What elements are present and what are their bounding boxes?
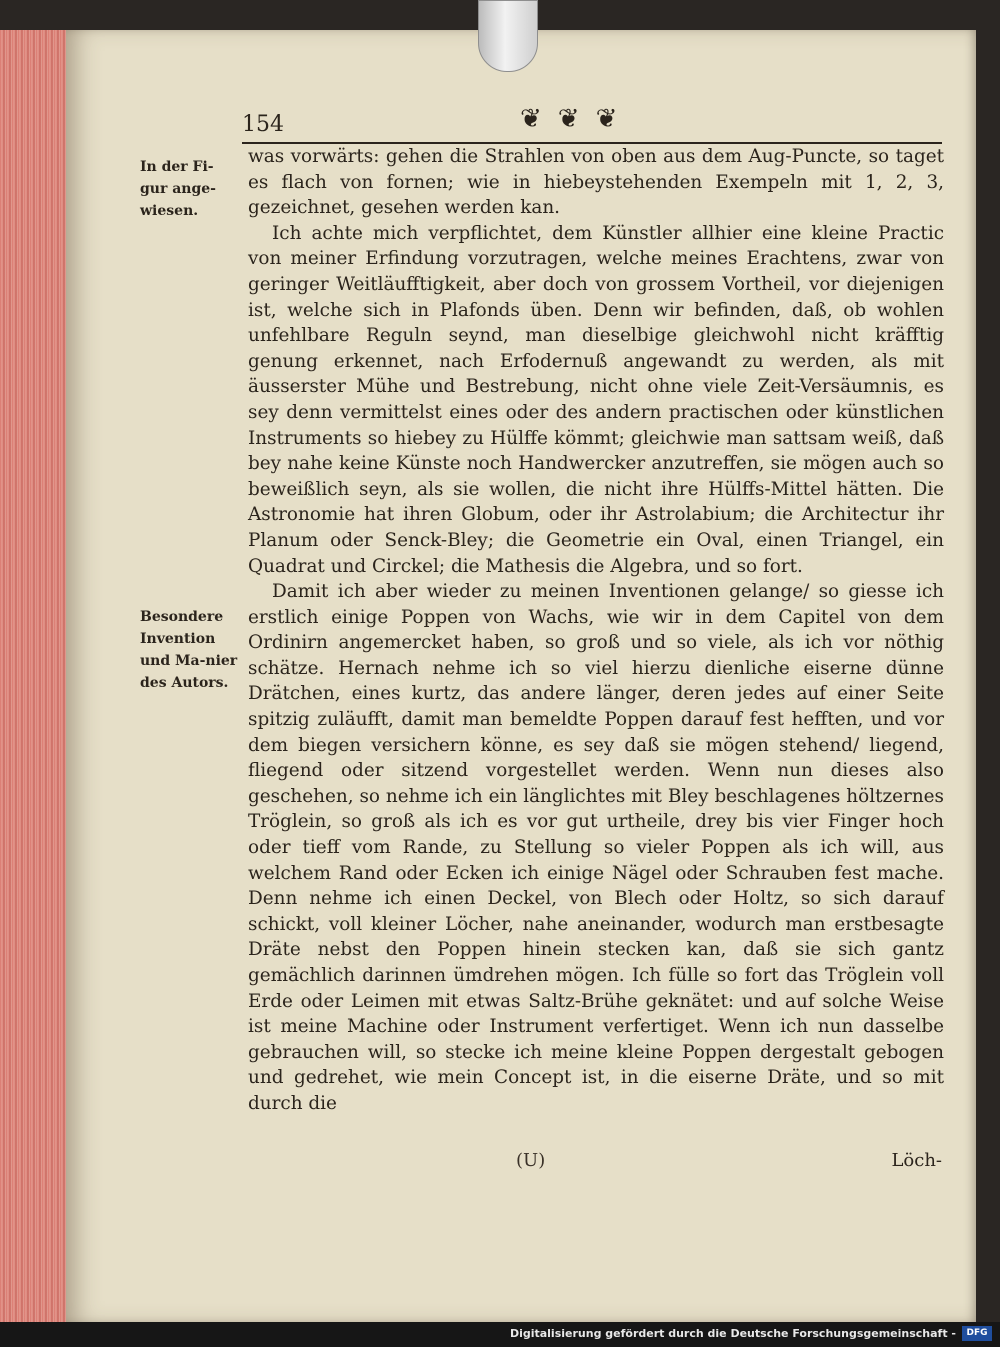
margin-note: In der Fi-gur ange-wiesen. (140, 159, 216, 219)
page-number: 154 (242, 112, 284, 137)
signature-mark: (U) (516, 1150, 546, 1171)
footer-credit: Digitalisierung gefördert durch die Deutsche Forschungsgemeinschaft - (509, 1327, 956, 1340)
footer-bar (0, 1322, 1000, 1347)
body-text (248, 144, 944, 1117)
page-clip (478, 0, 538, 72)
margin-note: Besondere Invention und Ma-nier des Autors. (140, 609, 238, 691)
ornament-icon: ❦❦❦ (520, 104, 634, 134)
paragraph: Damit ich aber wieder zu meinen Inventionen gelange/ so giesse ich erstlich einige Poppen von Wachs, wie wir in dem Capitel von dem Ordinirn angemercket haben, so groß und so viele, als ich vor nöthig schätze. Hernach nehme ich so viel hierzu dienliche eiserne dünne Drätchen, eines kurtz, das andere länger, deren jedes auf einer Seite spitzig zuläufft, damit man bemeldte Poppen darauf fest hefften, und vor dem biegen versichern könne, es sey daß sie mögen stehend/ liegend, fliegend oder sitzend vorgestellet werden. Wenn nun dieses also geschehen, so nehme ich ein länglichtes mit Bley beschlagenes höltzernes Tröglein, so groß als ich es vor gut urtheile, drey bis vier Finger hoch oder tieff vom Rande, zu Stellung so vieler Poppen als ich will, aus welchem Rand oder Ecken ich einige Nägel oder Schrauben fest mache. Denn nehme ich einen Deckel, von Blech oder Holtz, so sich darauf schickt, voll kleiner Löcher, nahe aneinander, wodurch man erstbesagte Dräte nebst den Poppen hinein stecken kan, daß sie sich gantz gemächlich darinnen ümdrehen mögen. Ich fülle so fort das Tröglein voll Erde oder Leimen mit etwas Saltz-Brühe geknätet: und auf solche Weise ist meine Machine oder Instrument verfertiget. Wenn ich nun dasselbe gebrauchen will, so stecke ich meine kleine Poppen dergestalt gebogen und gedrehet, wie mein Concept ist, in die eiserne Dräte, und so mit durch die (248, 581, 944, 1114)
paragraph: was vorwärts: gehen die Strahlen von oben aus dem Aug-Puncte, so taget es flach von fornen; wie in hiebeystehenden Exempeln mit 1, 2, 3, gezeichnet, gesehen werden kan. (248, 146, 944, 219)
book-edge (0, 30, 72, 1322)
paragraph: Ich achte mich verpflichtet, dem Künstler allhier eine kleine Practic von meiner Erfindung vorzutragen, welche meines Erachtens, zwar von geringer Weitläufftigkeit, aber doch von grossem Vortheil, vor diejenigen ist, welche sich in Plafonds üben. Denn wir befinden, daß, ob wohlen unfehlbare Reguln seynd, man dieselbige gleichwohl nicht kräfftig genung erkennet, nach Erfodernuß angewandt zu werden, als mit äusserster Mühe und Bestrebung, nicht ohne viele Zeit-Versäumnis, es sey denn vermittelst eines oder des andern practischen oder künstlichen Instruments so hiebey zu Hülffe kömmt; gleichwie man sattsam weiß, daß bey nahe keine Künste noch Handwercker anzutreffen, sie mögen auch so beweißlich seyn, als sie wollen, die nicht ihre Hülffs-Mittel hätten. Die Astronomie hat ihren Globum, oder ihr Astrolabium; die Architectur ihr Planum oder Senck-Bley; die Geometrie ein Oval, einen Triangel, ein Quadrat und Circkel; die Mathesis die Algebra, und so fort. (248, 222, 944, 577)
page-header (242, 104, 942, 144)
dfg-logo-icon: DFG (962, 1326, 992, 1341)
catchword: Löch- (891, 1150, 942, 1171)
